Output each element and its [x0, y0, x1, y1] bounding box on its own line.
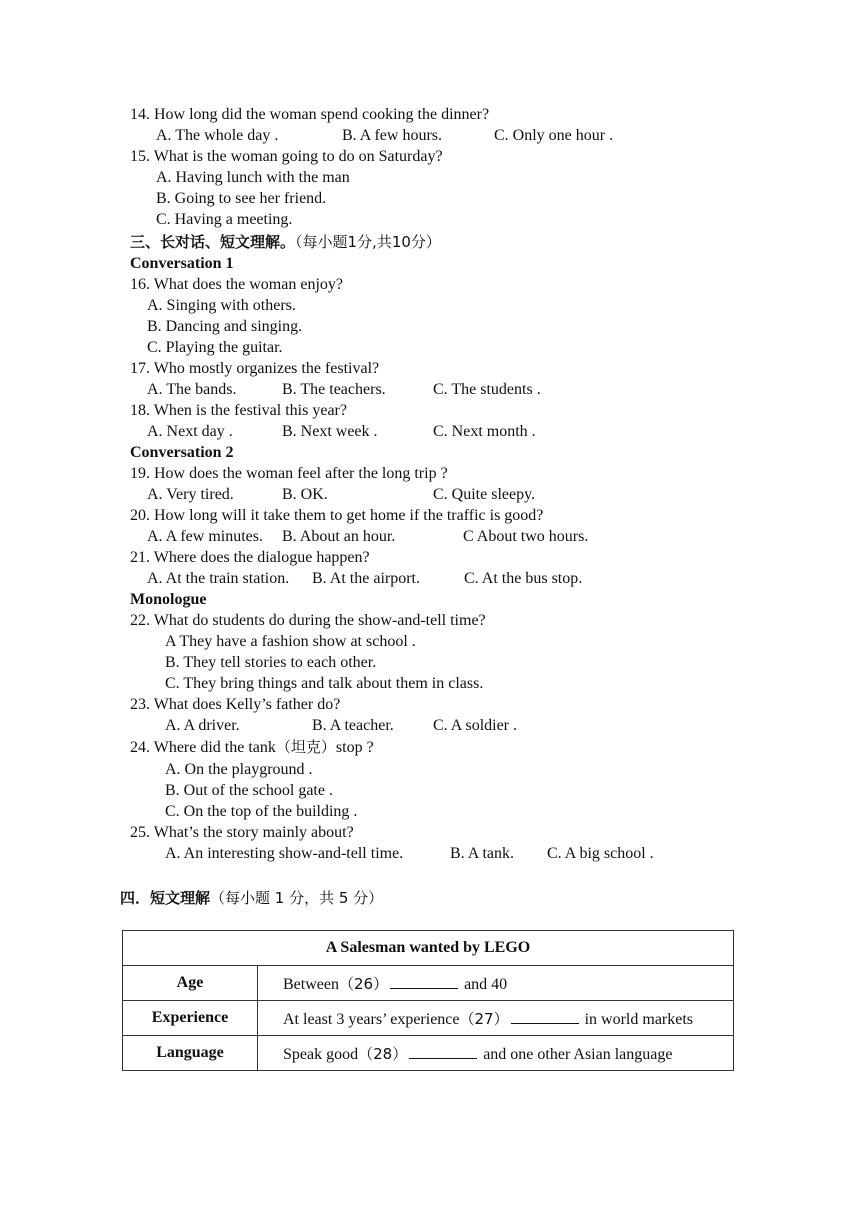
monologue-heading: Monologue — [130, 591, 207, 608]
question-18-options — [130, 422, 730, 442]
row-text: At least 3 years’ experience — [283, 1010, 460, 1028]
question-24-option-b: B. Out of the school gate . — [165, 782, 333, 799]
question-17: 17. Who mostly organizes the festival? — [130, 360, 380, 377]
row-label: Language — [123, 1036, 258, 1071]
question-15: 15. What is the woman going to do on Saturday? — [130, 148, 443, 165]
question-24-text: 24. Where did the tank — [130, 739, 276, 756]
option-a: A. Very tired. — [147, 486, 234, 503]
option-b: B. About an hour. — [282, 528, 396, 545]
question-21-options — [130, 569, 730, 589]
question-15-option-c: C. Having a meeting. — [156, 211, 293, 228]
option-c: C About two hours. — [463, 528, 589, 545]
option-c: C. Quite sleepy. — [433, 486, 536, 503]
option-c: C. Only one hour . — [494, 127, 614, 144]
conversation-1-heading: Conversation 1 — [130, 255, 234, 272]
question-24-cjk: （坦克） — [275, 738, 336, 756]
option-b: B. A few hours. — [342, 127, 442, 144]
question-22-option-a: A They have a fashion show at school . — [165, 633, 416, 650]
question-15-option-a: A. Having lunch with the man — [156, 169, 350, 186]
row-text: Between — [283, 975, 339, 993]
row-label: Experience — [123, 1001, 258, 1036]
option-a: A. A few minutes. — [147, 528, 263, 545]
question-14-options — [130, 126, 730, 146]
row-value — [258, 966, 734, 1001]
question-22-option-b: B. They tell stories to each other. — [165, 654, 377, 671]
question-23-options — [130, 716, 730, 736]
question-16-option-c: C. Playing the guitar. — [147, 339, 283, 356]
question-17-options — [130, 380, 730, 400]
option-b: B. A tank. — [450, 845, 515, 862]
option-b: B. A teacher. — [312, 717, 394, 734]
option-b: B. OK. — [282, 486, 328, 503]
option-c: C. A soldier . — [433, 717, 518, 734]
question-19-options — [130, 485, 730, 505]
option-a: A. An interesting show-and-tell time. — [165, 845, 404, 862]
section-3-note: （每小题1分,共10分） — [295, 233, 441, 251]
section-4-heading — [120, 888, 383, 908]
question-16-option-b: B. Dancing and singing. — [147, 318, 303, 335]
question-24-option-c: C. On the top of the building . — [165, 803, 358, 820]
option-c: C. At the bus stop. — [464, 570, 583, 587]
question-20-options — [130, 527, 730, 547]
option-a: A. At the train station. — [147, 570, 290, 587]
option-a: A. The whole day . — [156, 127, 279, 144]
option-a: A. A driver. — [165, 717, 240, 734]
section-4-title: 四．短文理解 — [120, 889, 211, 907]
row-text: Speak good — [283, 1045, 359, 1063]
question-16-option-a: A. Singing with others. — [147, 297, 296, 314]
question-16: 16. What does the woman enjoy? — [130, 276, 343, 293]
question-24-end: stop ? — [335, 739, 374, 756]
question-22: 22. What do students do during the show-and-tell time? — [130, 612, 486, 629]
table-title-row — [123, 931, 734, 966]
question-14: 14. How long did the woman spend cooking the dinner? — [130, 106, 490, 123]
blank-number: （27） — [459, 1009, 509, 1028]
blank-number: （26） — [338, 974, 389, 993]
option-c: C. A big school . — [547, 845, 654, 862]
option-b: B. The teachers. — [282, 381, 386, 398]
row-text: and one other Asian language — [483, 1045, 673, 1063]
question-23: 23. What does Kelly’s father do? — [130, 696, 341, 713]
section-4-note: （每小题 1 分，共 5 分） — [210, 889, 384, 907]
answer-blank-28[interactable] — [409, 1044, 477, 1059]
question-18: 18. When is the festival this year? — [130, 402, 347, 419]
table-row — [123, 1036, 734, 1071]
question-20: 20. How long will it take them to get home if the traffic is good? — [130, 507, 544, 524]
section-3-title: 三、长对话、短文理解。 — [130, 233, 296, 251]
option-a: A. Next day . — [147, 423, 233, 440]
option-b: B. Next week . — [282, 423, 378, 440]
row-label: Age — [123, 966, 258, 1001]
question-19: 19. How does the woman feel after the long trip ? — [130, 465, 448, 482]
section-3-heading — [130, 232, 441, 252]
question-24-option-a: A. On the playground . — [165, 761, 313, 778]
table-row — [123, 1001, 734, 1036]
blank-number: （28） — [358, 1044, 408, 1063]
question-15-option-b: B. Going to see her friend. — [156, 190, 327, 207]
question-21: 21. Where does the dialogue happen? — [130, 549, 370, 566]
option-c: C. Next month . — [433, 423, 536, 440]
table-row — [123, 966, 734, 1001]
question-25-options — [130, 844, 730, 864]
option-b: B. At the airport. — [312, 570, 420, 587]
row-value — [258, 1036, 734, 1071]
question-25: 25. What’s the story mainly about? — [130, 824, 354, 841]
row-text: in world markets — [584, 1010, 694, 1028]
option-c: C. The students . — [433, 381, 541, 398]
lego-salesman-table — [122, 930, 734, 1071]
row-text: and 40 — [464, 975, 508, 993]
answer-blank-27[interactable] — [511, 1009, 579, 1024]
row-value — [258, 1001, 734, 1036]
option-a: A. The bands. — [147, 381, 237, 398]
question-22-option-c: C. They bring things and talk about them in class. — [165, 675, 484, 692]
table-title: A Salesman wanted by LEGO — [123, 931, 734, 966]
conversation-2-heading: Conversation 2 — [130, 444, 234, 461]
question-24 — [130, 737, 374, 757]
answer-blank-26[interactable] — [390, 974, 458, 989]
